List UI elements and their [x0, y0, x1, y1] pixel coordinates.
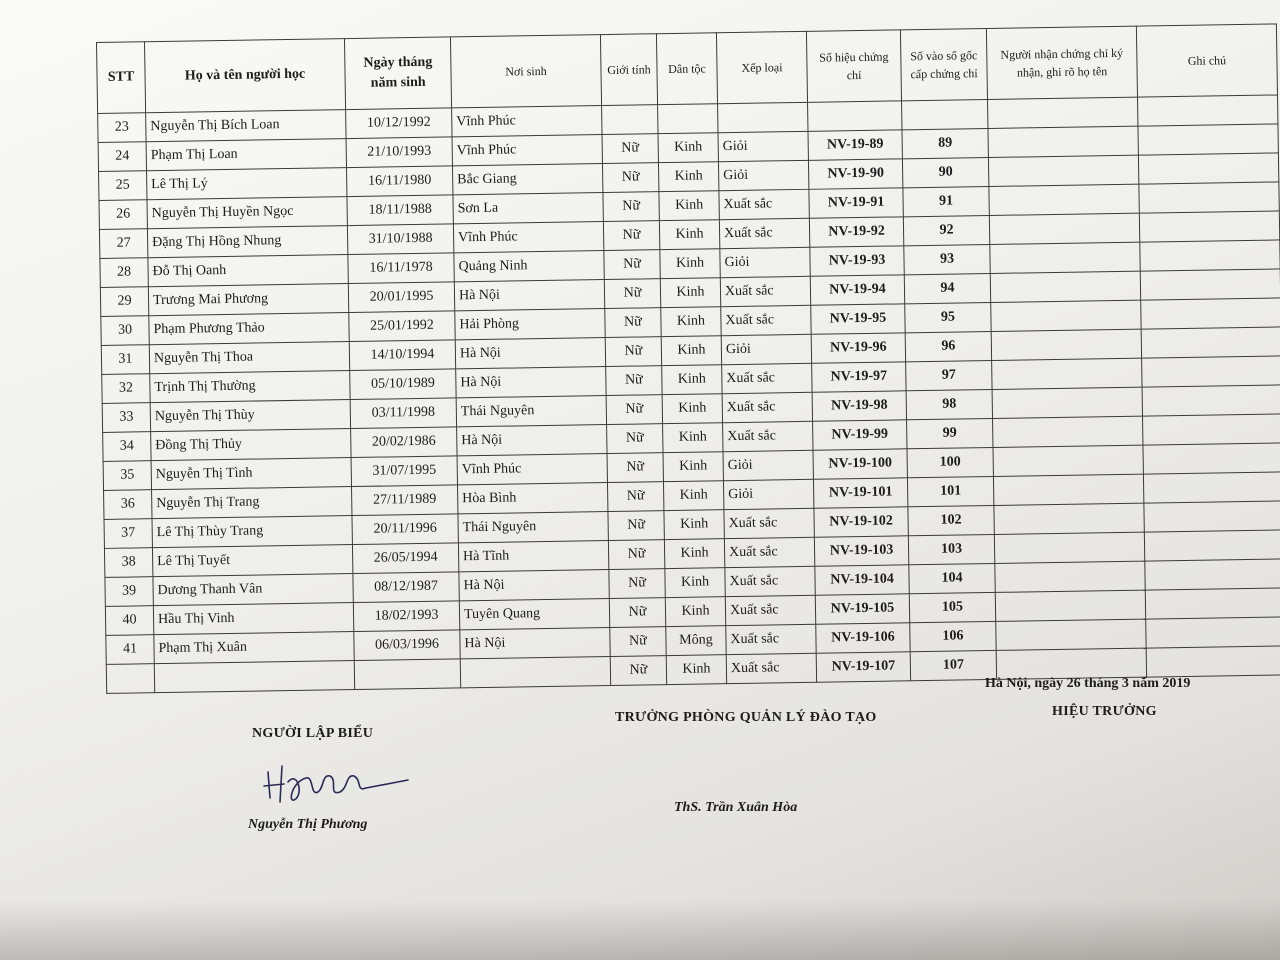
cell-name: Trịnh Thị Thường: [150, 371, 350, 403]
cell-ethnicity: Kinh: [661, 336, 721, 366]
cell-birthplace: Hà Nội: [454, 280, 604, 311]
cell-name: Nguyễn Thị Bích Loan: [146, 110, 346, 142]
cell-stt: 32: [102, 374, 150, 404]
header-birthplace: Nơi sinh: [450, 35, 601, 108]
principal-title: HIỆU TRƯỞNG: [1052, 704, 1157, 719]
cell-dob: 18/02/1993: [353, 601, 459, 632]
cell-cert-no: NV-19-101: [813, 478, 907, 508]
cell-birthplace: Thái Nguyên: [458, 512, 608, 543]
cell-gender: Nữ: [610, 656, 666, 686]
cell-gender: Nữ: [605, 337, 661, 367]
cell-ledger-no: 89: [902, 129, 988, 159]
cell-gender: Nữ: [607, 453, 663, 483]
cell-gender: Nữ: [603, 221, 659, 251]
cell-gender: Nữ: [606, 366, 662, 396]
cell-rank: Giỏi: [721, 334, 811, 364]
cell-name: Nguyễn Thị Tình: [151, 458, 351, 490]
cell-birthplace: Thái Nguyên: [456, 396, 606, 427]
cell-gender: Nữ: [610, 627, 666, 657]
cell-stt: 33: [102, 403, 150, 433]
header-name: Họ và tên người học: [145, 39, 346, 113]
cell-dob: 06/03/1996: [354, 630, 460, 661]
cell-birthplace: Hà Nội: [460, 628, 610, 659]
cell-stt: 28: [100, 258, 148, 288]
cell-rank: Xuất sắc: [725, 566, 815, 596]
cell-gender: Nữ: [604, 279, 660, 309]
cell-dob: 14/10/1994: [349, 340, 455, 371]
cell-ethnicity: Mông: [666, 626, 726, 656]
cell-ethnicity: Kinh: [660, 249, 720, 279]
cell-rank: Xuất sắc: [720, 276, 810, 306]
cell-gender: Nữ: [602, 163, 658, 193]
cell-birthplace: Sơn La: [453, 193, 603, 224]
cell-rank: Xuất sắc: [722, 363, 812, 393]
cell-ethnicity: Kinh: [661, 307, 721, 337]
preparer-name: Nguyễn Thị Phương: [248, 817, 368, 832]
cell-ethnicity: Kinh: [664, 539, 724, 569]
cell-name: Hầu Thị Vinh: [153, 603, 353, 635]
cell-stt: 29: [100, 287, 148, 317]
cell-birthplace: Vĩnh Phúc: [452, 135, 602, 166]
cell-cert-no: NV-19-97: [812, 362, 906, 392]
cell-cert-no: NV-19-100: [813, 449, 907, 479]
handwritten-signature: [258, 752, 418, 812]
cell-stt: 27: [99, 229, 147, 259]
cell-ledger-no: 99: [907, 418, 993, 448]
cell-rank: Xuất sắc: [719, 218, 809, 248]
cell-ethnicity: Kinh: [659, 220, 719, 250]
cell-ledger-no: 97: [906, 360, 992, 390]
header-ledger-no: Số vào sổ gốc cấp chứng chỉ: [900, 29, 987, 101]
cell-name: Dương Thanh Vân: [153, 574, 353, 606]
cell-stt: 37: [104, 519, 152, 549]
cell-name: Nguyễn Thị Thùy: [150, 400, 350, 432]
cell-ledger-no: 104: [909, 563, 995, 593]
cell-ethnicity: Kinh: [662, 365, 722, 395]
cell-cert-no: NV-19-90: [808, 159, 902, 189]
cell-ethnicity: Kinh: [663, 452, 723, 482]
cell-rank: Xuất sắc: [726, 653, 816, 683]
cell-ledger-no: 90: [902, 157, 988, 187]
cell-birthplace: Quảng Ninh: [454, 251, 604, 282]
cell-birthplace: Bắc Giang: [452, 164, 602, 195]
header-note: Ghi chú: [1136, 24, 1277, 97]
cell-stt: 30: [101, 316, 149, 346]
cell-gender: Nữ: [608, 511, 664, 541]
cell-dob: 08/12/1987: [353, 572, 459, 603]
cell-name: Trương Mai Phương: [148, 284, 348, 316]
cell-ledger-no: 105: [909, 592, 995, 622]
cell-birthplace: Vĩnh Phúc: [457, 454, 607, 485]
cell-stt: 23: [98, 113, 146, 143]
cell-rank: Giỏi: [723, 479, 813, 509]
cell-ledger-no: 93: [904, 244, 990, 274]
date-line: Hà Nội, ngày 26 tháng 3 năm 2019: [985, 676, 1191, 691]
cell-rank: Xuất sắc: [719, 189, 809, 219]
cell-ledger-no: 106: [910, 621, 996, 651]
cell-name: Phạm Thị Loan: [146, 139, 346, 171]
cell-cert-no: NV-19-99: [813, 420, 907, 450]
cell-rank: Giỏi: [720, 247, 810, 277]
cell-name: Lê Thị Thùy Trang: [152, 516, 352, 548]
cell-dob: 26/05/1994: [352, 543, 458, 574]
cell-dob: 03/11/1998: [350, 398, 456, 429]
cell-gender: Nữ: [607, 424, 663, 454]
cell-dob: 21/10/1993: [346, 137, 452, 168]
cell-ethnicity: Kinh: [662, 394, 722, 424]
cell-cert-no: NV-19-96: [811, 333, 905, 363]
cell-ledger-no: 94: [904, 273, 990, 303]
cell-ledger-no: 95: [905, 302, 991, 332]
cell-gender: Nữ: [606, 395, 662, 425]
header-stt: STT: [97, 42, 146, 114]
header-receiver: Người nhận chứng chỉ ký nhận, ghi rõ họ tên: [986, 26, 1137, 99]
cell-stt: 31: [101, 345, 149, 375]
header-ethnicity: Dân tộc: [656, 33, 717, 105]
cell-cert-no: NV-19-89: [808, 130, 902, 160]
cell-ethnicity: Kinh: [658, 133, 718, 163]
cell-dob: 16/11/1978: [348, 253, 454, 284]
cell-rank: Giỏi: [723, 450, 813, 480]
cell-ethnicity: Kinh: [665, 568, 725, 598]
cell-name: Nguyễn Thị Thoa: [149, 342, 349, 374]
cell-ledger-no: 102: [908, 505, 994, 535]
cell-cert-no: NV-19-98: [812, 391, 906, 421]
cell-ledger-no: 103: [908, 534, 994, 564]
header-gender: Giới tính: [600, 34, 657, 106]
cell-stt: 41: [106, 635, 154, 665]
cell-dob: 31/10/1988: [347, 224, 453, 255]
header-rank: Xếp loại: [716, 31, 807, 103]
training-head-name: ThS. Trần Xuân Hòa: [674, 800, 798, 815]
cell-cert-no: NV-19-103: [814, 536, 908, 566]
cell-rank: Giỏi: [718, 160, 808, 190]
cell-cert-no: NV-19-91: [809, 188, 903, 218]
cell-ethnicity: Kinh: [664, 510, 724, 540]
cell-ethnicity: Kinh: [666, 655, 726, 685]
cell-stt: 26: [99, 200, 147, 230]
cell-rank: Xuất sắc: [722, 392, 812, 422]
cell-dob: 20/01/1995: [348, 282, 454, 313]
cell-cert-no: NV-19-102: [814, 507, 908, 537]
cell-gender: Nữ: [608, 540, 664, 570]
cell-birthplace: Vĩnh Phúc: [452, 106, 602, 137]
cell-dob: 20/02/1986: [351, 427, 457, 458]
cell-name: Đồng Thị Thủy: [151, 429, 351, 461]
cell-stt: 24: [98, 142, 146, 172]
cell-ledger-no: 92: [903, 215, 989, 245]
cell-rank: Xuất sắc: [721, 305, 811, 335]
cell-dob: 05/10/1989: [350, 369, 456, 400]
cell-stt: 25: [99, 171, 147, 201]
cell-ledger-no: 101: [907, 476, 993, 506]
cell-rank: Xuất sắc: [724, 508, 814, 538]
header-dob: Ngày tháng năm sinh: [344, 37, 451, 110]
cell-ledger-no: 96: [905, 331, 991, 361]
cell-stt: 35: [103, 461, 151, 491]
cell-birthplace: Hà Nội: [455, 338, 605, 369]
cell-ethnicity: Kinh: [663, 423, 723, 453]
cell-ledger-no: 91: [903, 186, 989, 216]
cell-gender: Nữ: [604, 250, 660, 280]
cell-cert-no: NV-19-95: [811, 304, 905, 334]
cell-birthplace: Hòa Bình: [458, 483, 608, 514]
header-cert-no: Số hiệu chứng chỉ: [806, 30, 901, 102]
cell-ledger-no: 107: [910, 650, 996, 680]
cell-ledger-no: 98: [906, 389, 992, 419]
cell-gender: Nữ: [607, 482, 663, 512]
cell-dob: 20/11/1996: [352, 514, 458, 545]
training-head-title: TRƯỞNG PHÒNG QUẢN LÝ ĐÀO TẠO: [615, 710, 877, 725]
cell-stt: 36: [104, 490, 152, 520]
cell-ethnicity: Kinh: [658, 162, 718, 192]
cell-cert-no: NV-19-106: [816, 623, 910, 653]
cell-dob: 25/01/1992: [349, 311, 455, 342]
cell-birthplace: Hải Phòng: [455, 309, 605, 340]
cell-birthplace: Hà Tĩnh: [458, 541, 608, 572]
cell-stt: 38: [104, 548, 152, 578]
cell-gender: Nữ: [602, 134, 658, 164]
cell-ethnicity: Kinh: [659, 191, 719, 221]
cell-birthplace: Hà Nội: [459, 570, 609, 601]
cell-birthplace: Hà Nội: [456, 367, 606, 398]
cell-rank: Xuất sắc: [724, 537, 814, 567]
cell-cert-no: NV-19-107: [816, 652, 910, 682]
cell-name: Phạm Thị Xuân: [154, 632, 354, 664]
cell-ethnicity: Kinh: [663, 481, 723, 511]
cell-rank: Giỏi: [718, 131, 808, 161]
cell-cert-no: NV-19-94: [810, 275, 904, 305]
cell-rank: Xuất sắc: [725, 595, 815, 625]
cell-ethnicity: Kinh: [660, 278, 720, 308]
cell-stt: 34: [103, 432, 151, 462]
cell-name: Lê Thị Tuyết: [152, 545, 352, 577]
cell-ledger-no: 100: [907, 447, 993, 477]
cell-name: Phạm Phương Thảo: [149, 313, 349, 345]
cell-birthplace: Hà Nội: [457, 425, 607, 456]
cell-name: Nguyễn Thị Huyền Ngọc: [147, 197, 347, 229]
cell-dob: 10/12/1992: [346, 108, 452, 139]
cell-rank: Xuất sắc: [726, 624, 816, 654]
cell-name: Nguyễn Thị Trang: [152, 487, 352, 519]
cell-dob: 18/11/1988: [347, 195, 453, 226]
preparer-title: NGƯỜI LẬP BIỂU: [252, 726, 374, 741]
cell-gender: Nữ: [609, 598, 665, 628]
cell-name: Đỗ Thị Oanh: [148, 255, 348, 287]
cell-gender: Nữ: [605, 308, 661, 338]
cell-dob: 16/11/1980: [347, 166, 453, 197]
cell-stt: 40: [105, 606, 153, 636]
cell-birthplace: Tuyên Quang: [459, 599, 609, 630]
cell-gender: Nữ: [609, 569, 665, 599]
cell-stt: 39: [105, 577, 153, 607]
cell-cert-no: NV-19-92: [809, 217, 903, 247]
cell-name: Đặng Thị Hồng Nhung: [147, 226, 347, 258]
cell-name: Lê Thị Lý: [147, 168, 347, 200]
cell-rank: Xuất sắc: [723, 421, 813, 451]
cell-cert-no: NV-19-104: [815, 565, 909, 595]
cell-dob: 27/11/1989: [352, 485, 458, 516]
cell-birthplace: Vĩnh Phúc: [453, 222, 603, 253]
cell-dob: 31/07/1995: [351, 456, 457, 487]
cell-cert-no: NV-19-93: [810, 246, 904, 276]
cell-gender: Nữ: [603, 192, 659, 222]
cell-ethnicity: Kinh: [665, 597, 725, 627]
cell-cert-no: NV-19-105: [815, 594, 909, 624]
